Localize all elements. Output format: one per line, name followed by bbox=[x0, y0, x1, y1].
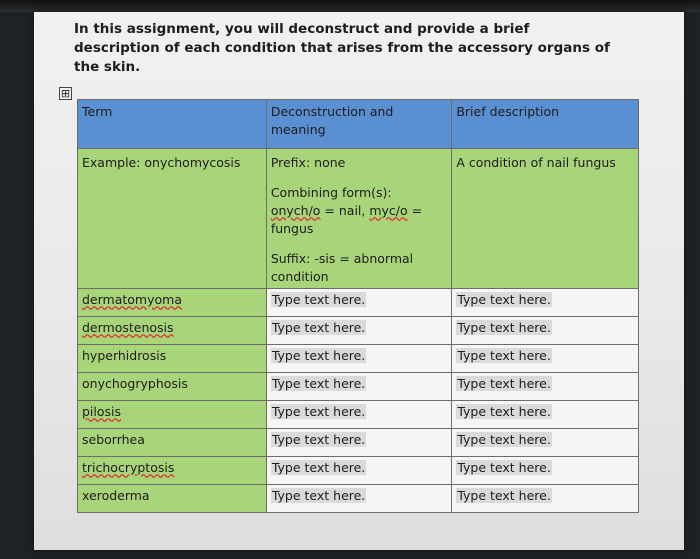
example-row bbox=[78, 149, 639, 289]
example-description: A condition of nail fungus bbox=[452, 149, 639, 289]
deconstruction-field[interactable]: Type text here. bbox=[271, 488, 366, 503]
combining-form-onych: onych/o bbox=[270, 203, 321, 218]
table-move-handle-icon[interactable]: ⊞ bbox=[60, 87, 71, 100]
header-deconstruction: Deconstruction and meaning bbox=[266, 100, 452, 149]
description-field[interactable]: Type text here. bbox=[457, 460, 551, 475]
deconstruction-field[interactable]: Type text here. bbox=[271, 292, 366, 307]
header-description: Brief description bbox=[452, 100, 639, 149]
description-field[interactable]: Type text here. bbox=[457, 348, 551, 363]
term-label: dermostenosis bbox=[82, 320, 174, 335]
example-combining-forms bbox=[271, 184, 448, 238]
term-label: pilosis bbox=[82, 404, 122, 419]
table-row bbox=[78, 345, 639, 373]
table-header-row bbox=[78, 100, 639, 149]
term-label: xeroderma bbox=[82, 488, 150, 503]
combining-meaning-fungus: = fungus bbox=[270, 203, 423, 236]
example-deconstruction bbox=[266, 149, 452, 289]
term-label: dermatomyoma bbox=[82, 292, 182, 307]
description-field[interactable]: Type text here. bbox=[457, 404, 551, 419]
term-label: trichocryptosis bbox=[82, 460, 175, 475]
deconstruction-field[interactable]: Type text here. bbox=[271, 320, 366, 335]
term-label: seborrhea bbox=[82, 432, 145, 447]
terms-table bbox=[77, 99, 639, 513]
deconstruction-field[interactable]: Type text here. bbox=[271, 460, 366, 475]
example-term: Example: onychomycosis bbox=[78, 149, 267, 289]
deconstruction-field[interactable]: Type text here. bbox=[271, 348, 366, 363]
deconstruction-field[interactable]: Type text here. bbox=[271, 376, 366, 391]
term-label: onychogryphosis bbox=[82, 376, 188, 391]
photo-frame bbox=[0, 0, 700, 12]
example-prefix: Prefix: none bbox=[270, 155, 346, 170]
table-row bbox=[78, 317, 639, 345]
document-page bbox=[34, 12, 684, 550]
deconstruction-field[interactable]: Type text here. bbox=[271, 404, 366, 419]
description-field[interactable]: Type text here. bbox=[457, 432, 551, 447]
table-row bbox=[78, 373, 639, 401]
table-row bbox=[78, 457, 639, 485]
example-suffix: Suffix: -sis = abnormal condition bbox=[270, 251, 414, 284]
combining-meaning-nail: = nail, bbox=[320, 203, 370, 218]
table-row bbox=[78, 485, 639, 513]
header-term: Term bbox=[78, 100, 267, 149]
description-field[interactable]: Type text here. bbox=[457, 488, 551, 503]
description-field[interactable]: Type text here. bbox=[457, 292, 551, 307]
deconstruction-field[interactable]: Type text here. bbox=[271, 432, 366, 447]
combining-label: Combining form(s): bbox=[270, 185, 392, 200]
description-field[interactable]: Type text here. bbox=[457, 376, 551, 391]
table-row bbox=[78, 429, 639, 457]
term-label: hyperhidrosis bbox=[82, 348, 167, 363]
description-field[interactable]: Type text here. bbox=[457, 320, 551, 335]
table-row bbox=[78, 289, 639, 317]
table-row bbox=[78, 401, 639, 429]
assignment-instructions: In this assignment, you will deconstruct and provide a brief description of each condition that arises from the accessory organs of the skin. bbox=[74, 21, 610, 75]
combining-form-myc: myc/o bbox=[369, 203, 408, 218]
